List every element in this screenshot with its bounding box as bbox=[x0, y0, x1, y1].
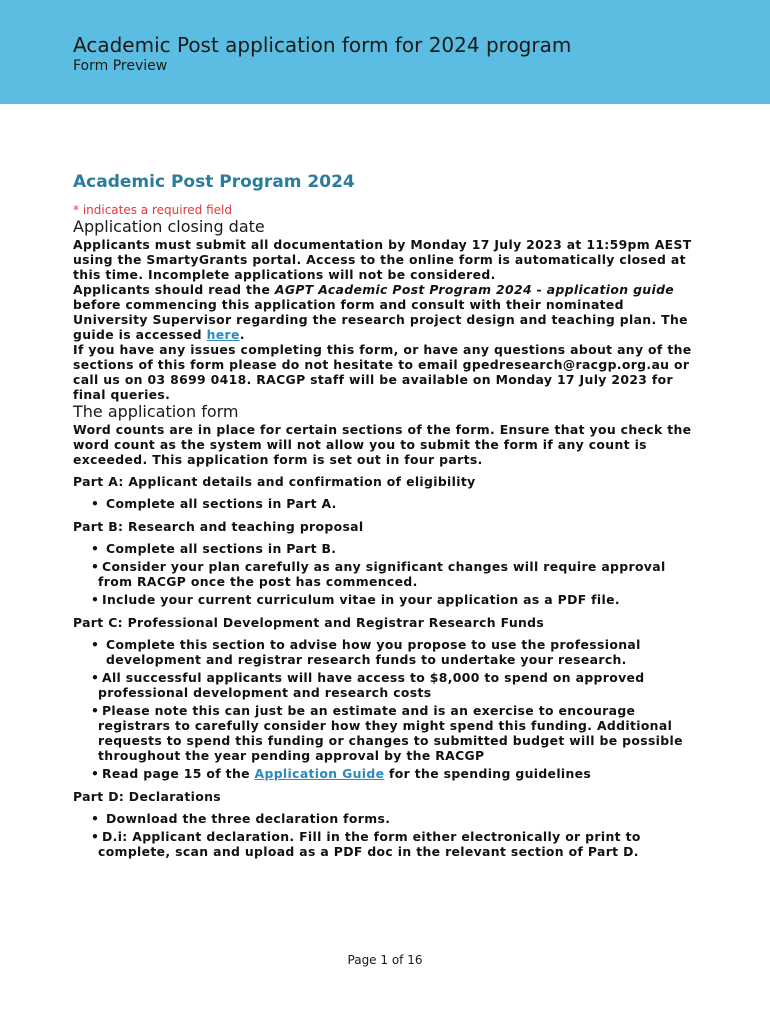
list-item: • Complete all sections in Part A. bbox=[91, 496, 337, 511]
spending-text-after: for the spending guidelines bbox=[384, 766, 592, 781]
bullet-icon: • bbox=[91, 637, 100, 652]
closing-date-heading: Application closing date bbox=[73, 217, 265, 236]
closing-paragraph-2 bbox=[73, 282, 693, 342]
page-number: Page 1 of 16 bbox=[347, 953, 423, 967]
application-guide-link[interactable]: Application Guide bbox=[254, 766, 385, 781]
list-item: • D.i: Applicant declaration. Fill in the form either electronically or print to complete, scan and upload as a PDF doc in the relevant section of Part D. bbox=[91, 829, 641, 859]
part-a-list bbox=[73, 496, 693, 511]
part-a-heading: Part A: Applicant details and confirmation of eligibility bbox=[73, 474, 476, 489]
form-content bbox=[73, 172, 693, 859]
guide-title: AGPT Academic Post Program 2024 - application guide bbox=[274, 282, 675, 297]
form-subtitle: Form Preview bbox=[73, 58, 168, 74]
list-item: • Consider your plan carefully as any significant changes will require approval from RACGP once the post has commenced. bbox=[91, 559, 666, 589]
guide-text-end: . bbox=[239, 327, 245, 342]
bullet-icon: • bbox=[91, 703, 100, 718]
bullet-icon: • bbox=[91, 559, 100, 574]
guide-text-after: before commencing this application form and consult with their nominated University Supervisor regarding the research project design and teaching plan. The guide is accessed bbox=[73, 297, 688, 342]
form-title: Academic Post application form for 2024 program bbox=[73, 33, 572, 57]
list-item bbox=[73, 766, 693, 781]
list-item: • Please note this can just be an estimate and is an exercise to encourage registrars to carefully consider how they might spend this funding. Additional requests to spend this funding or changes to submitted budget will be possible throughout the year pending approval by the RACGP bbox=[91, 703, 683, 763]
part-d-list bbox=[73, 811, 693, 859]
part-c-list bbox=[73, 637, 693, 781]
list-item: • Download the three declaration forms. bbox=[91, 811, 391, 826]
bullet-icon: • bbox=[91, 670, 100, 685]
form-intro: Word counts are in place for certain sections of the form. Ensure that you check the word count as the system will not allow you to submit the form if any count is exceeded. This application form is set out in four parts. bbox=[73, 422, 692, 467]
part-d-heading: Part D: Declarations bbox=[73, 789, 222, 804]
bullet-icon: • bbox=[91, 811, 100, 826]
program-title: Academic Post Program 2024 bbox=[73, 172, 355, 192]
bullet-icon: • bbox=[91, 829, 100, 844]
guide-link[interactable]: here bbox=[206, 327, 240, 342]
bullet-icon: • bbox=[91, 766, 100, 781]
bullet-icon: • bbox=[91, 592, 100, 607]
list-item: • Complete all sections in Part B. bbox=[91, 541, 337, 556]
part-b-list bbox=[73, 541, 693, 607]
part-b-heading: Part B: Research and teaching proposal bbox=[73, 519, 364, 534]
bullet-icon: • bbox=[91, 496, 100, 511]
part-c-heading: Part C: Professional Development and Registrar Research Funds bbox=[73, 615, 545, 630]
application-form-heading: The application form bbox=[73, 402, 239, 421]
list-item: • All successful applicants will have access to $8,000 to spend on approved professional development and research costs bbox=[91, 670, 645, 700]
list-item: • Complete this section to advise how you propose to use the professional development and registrar research funds to undertake your research. bbox=[91, 637, 641, 667]
bullet-icon: • bbox=[91, 541, 100, 556]
closing-paragraph-3: If you have any issues completing this form, or have any questions about any of the sections of this form please do not hesitate to email gpedresearch@racgp.org.au or call us on 03 8699 0418. RACGP staff will be available on Monday 17 July 2023 for final queries. bbox=[73, 342, 692, 402]
closing-paragraph-1: Applicants must submit all documentation by Monday 17 July 2023 at 11:59pm AEST using the SmartyGrants portal. Access to the online form is automatically closed at this time. Incomplete applications will not be considered. bbox=[73, 237, 692, 282]
page-header bbox=[0, 0, 770, 104]
list-item: • Include your current curriculum vitae in your application as a PDF file. bbox=[91, 592, 620, 607]
required-field-note: * indicates a required field bbox=[73, 203, 232, 217]
spending-text-before: Read page 15 of the bbox=[102, 766, 255, 781]
guide-text-before: Applicants should read the bbox=[73, 282, 275, 297]
